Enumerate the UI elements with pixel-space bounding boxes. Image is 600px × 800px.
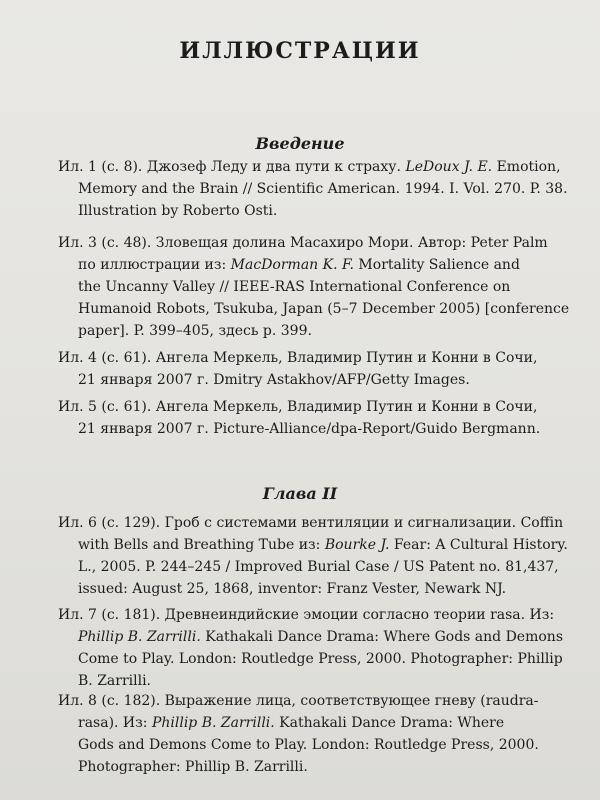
entry-text: по иллюстрации из:	[78, 257, 231, 273]
entry-text: L., 2005. P. 244–245 / Improved Burial Case / US Patent no. 81,437,	[78, 559, 559, 575]
entry-line	[58, 418, 552, 440]
entry-line	[58, 254, 552, 276]
entry-line	[58, 690, 552, 712]
illustration-entry-5	[58, 396, 552, 440]
entry-author-text: Phillip B. Zarrilli.	[151, 715, 275, 731]
entry-text: Ил. 1 (с. 8). Джозеф Леду и два пути к страху.	[58, 159, 406, 175]
entry-text: Ил. 7 (с. 181). Древнеиндийские эмоции согласно теории rasa. Из:	[58, 607, 555, 623]
entry-line	[58, 298, 570, 320]
entry-line	[58, 178, 568, 200]
entry-text: Ил. 3 (с. 48). Зловещая долина Масахиро Мори. Автор: Peter Palm	[58, 235, 548, 251]
entry-line	[58, 512, 564, 534]
entry-text: Kathakali Dance Drama: Where Gods and Demons	[200, 629, 563, 645]
entry-text: Come to Play. London: Routledge Press, 2000. Photographer: Phillip	[78, 651, 563, 667]
entry-line	[58, 712, 552, 734]
entry-text: the Uncanny Valley // IEEE-RAS International Conference on	[78, 279, 511, 295]
entry-text: Kathakali Dance Drama: Where	[274, 715, 505, 731]
entry-line	[58, 396, 552, 418]
illustration-entry-4	[58, 347, 552, 391]
entry-line	[58, 556, 559, 578]
entry-text: rasa). Из:	[78, 715, 152, 731]
section-heading-chapter-2: Глава II	[262, 484, 338, 503]
entry-text: Gods and Demons Come to Play. London: Routledge Press, 2000.	[78, 737, 539, 753]
entry-text: issued: August 25, 1868, inventor: Franz Vester, Newark NJ.	[78, 581, 507, 597]
entry-line	[58, 734, 552, 756]
section-heading-intro: Введение	[255, 134, 345, 153]
entry-text: paper]. P. 399–405, здесь р. 399.	[78, 323, 312, 339]
entry-line	[58, 232, 552, 254]
entry-line	[58, 670, 552, 692]
entry-author-text: Phillip B. Zarrilli.	[78, 629, 201, 645]
entry-text: 21 января 2007 г. Picture-Alliance/dpa-Report/Guido Bergmann.	[78, 421, 541, 437]
entry-text: Illustration by Roberto Osti.	[78, 203, 278, 219]
entry-text: B. Zarrilli.	[78, 673, 152, 689]
entry-line	[58, 626, 563, 648]
entry-line	[58, 200, 552, 222]
entry-line	[58, 156, 561, 178]
entry-text: Ил. 5 (с. 61). Ангела Меркель, Владимир Путин и Конни в Сочи,	[58, 399, 538, 415]
entry-text: Ил. 6 (с. 129). Гроб с системами вентиляции и сигнализации. Coffin	[58, 515, 564, 531]
entry-author-text: MacDorman K. F.	[230, 257, 354, 273]
illustration-entry-6	[58, 512, 568, 600]
entry-line	[58, 276, 552, 298]
entry-text: Mortality Salience and	[353, 257, 520, 273]
entry-line	[58, 369, 552, 391]
entry-line	[58, 604, 555, 626]
entry-line	[58, 320, 552, 342]
illustration-entry-7	[58, 604, 563, 692]
entry-text: Ил. 4 (с. 61). Ангела Меркель, Владимир Путин и Конни в Сочи,	[58, 350, 538, 366]
entry-author-text: LeDoux J. E.	[405, 159, 493, 175]
entry-text: Ил. 8 (с. 182). Выражение лица, соответствующее гневу (raudra-	[58, 693, 539, 709]
entry-author-text: Bourke J.	[324, 537, 390, 553]
illustration-entry-3	[58, 232, 570, 342]
illustration-entry-8	[58, 690, 552, 778]
entry-text: Emotion,	[492, 159, 561, 175]
entry-text: Fear: A Cultural History.	[389, 537, 568, 553]
entry-text: Photographer: Phillip B. Zarrilli.	[78, 759, 308, 775]
entry-text: Memory and the Brain // Scientific American. 1994. I. Vol. 270. P. 38.	[78, 181, 568, 197]
entry-text: 21 января 2007 г. Dmitry Astakhov/AFP/Getty Images.	[78, 372, 470, 388]
entry-line	[58, 648, 563, 670]
entry-line	[58, 347, 552, 369]
page-title: ИЛЛЮСТРАЦИИ	[179, 38, 421, 64]
entry-line	[58, 756, 552, 778]
entry-text: with Bells and Breathing Tube из:	[78, 537, 325, 553]
entry-text: Humanoid Robots, Tsukuba, Japan (5–7 December 2005) [conference	[78, 301, 570, 317]
illustration-entry-1	[58, 156, 568, 222]
entry-line	[58, 578, 552, 600]
entry-line	[58, 534, 568, 556]
